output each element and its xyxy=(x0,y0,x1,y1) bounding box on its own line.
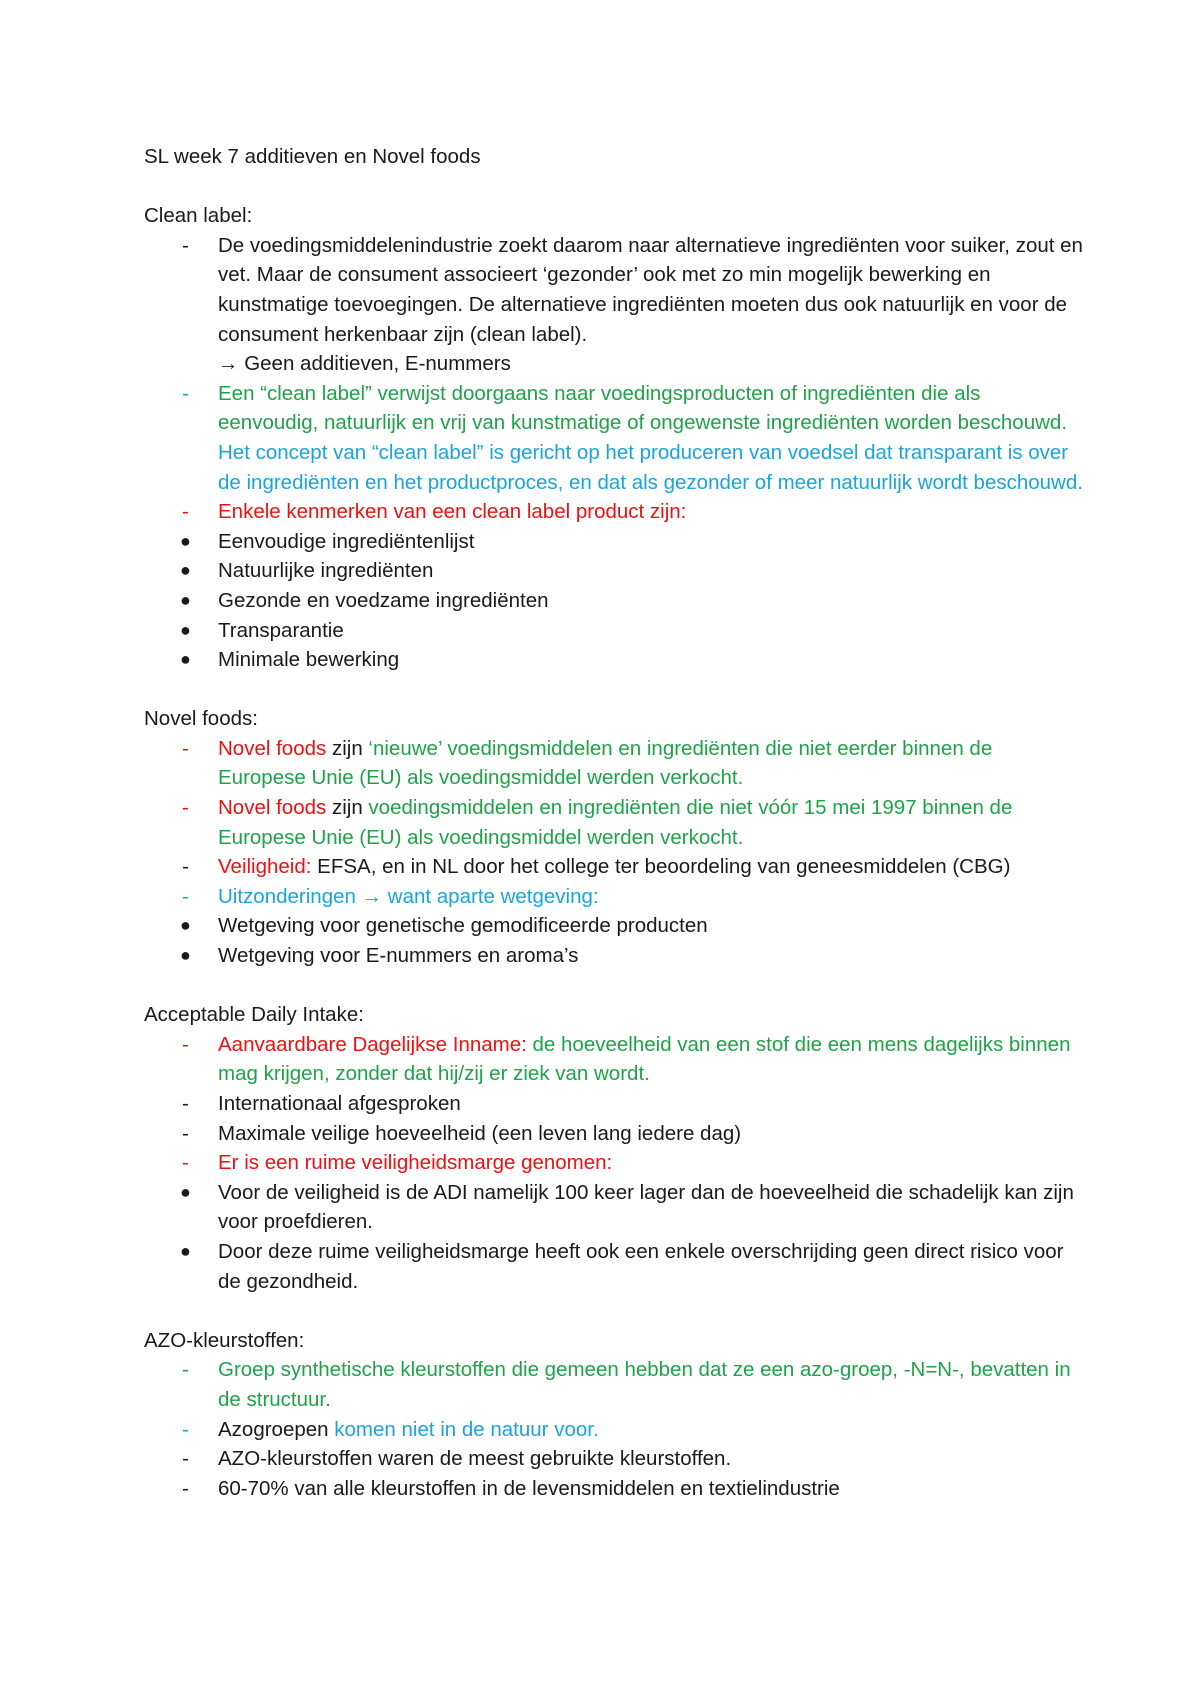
list-item xyxy=(144,882,1084,912)
item-text-blue: komen niet in de natuur voor. xyxy=(328,1417,599,1441)
bullet-marker: ● xyxy=(180,1240,191,1261)
dash-marker: - xyxy=(182,884,189,908)
dash-marker: - xyxy=(182,1092,189,1115)
bullet-marker: ● xyxy=(180,619,191,640)
list-item xyxy=(144,231,1084,379)
bullet-marker: ● xyxy=(180,560,191,581)
item-text-green: de hoeveelheid van een stof die een mens dagelijks binnen mag krijgen, zonder dat hij/zij er ziek van wordt. xyxy=(218,1032,1071,1086)
item-text-blue: Het concept van “clean label” is gericht op het produceren van voedsel dat transparant is over de ingrediënten en het productproces, en dat als gezonder of meer natuurlijk wordt beschouwd. xyxy=(218,440,1083,494)
list-item xyxy=(144,1089,1084,1119)
dash-marker: - xyxy=(182,1358,189,1382)
dash-marker: - xyxy=(182,855,189,879)
bullet-text: Gezonde en voedzame ingrediënten xyxy=(218,588,549,612)
dash-marker: - xyxy=(182,1476,189,1500)
bullet-text: Natuurlijke ingrediënten xyxy=(218,559,434,583)
bullet-item xyxy=(144,1178,1084,1237)
item-text: Er is een ruime veiligheidsmarge genomen: xyxy=(218,1151,613,1175)
section-heading: Novel foods: xyxy=(144,707,258,731)
dash-marker: - xyxy=(182,796,189,820)
item-text-green: ‘nieuwe’ voedingsmiddelen en ingrediënten die niet eerder binnen de Europese Unie (EU) als voedingsmiddel werden verkocht. xyxy=(218,736,993,790)
bullet-list xyxy=(144,911,1084,970)
bullet-text: Eenvoudige ingrediëntenlijst xyxy=(218,529,475,553)
bullet-text: Wetgeving voor E-nummers en aroma’s xyxy=(218,944,579,968)
dash-marker: - xyxy=(182,233,189,257)
bullet-list xyxy=(144,527,1084,675)
dash-marker: - xyxy=(182,736,189,760)
item-text: Uitzonderingen → want aparte wetgeving: xyxy=(218,884,599,908)
section-azo xyxy=(144,1326,1084,1504)
item-text-green: Een “clean label” verwijst doorgaans naar voedingsproducten of ingrediënten die als eenvoudig, natuurlijk en vrij van kunstmatige of ongewenste ingrediënten worden beschouwd. xyxy=(218,381,1068,435)
item-text-green: voedingsmiddelen en ingrediënten die niet vóór 15 mei 1997 binnen de Europese Unie (EU) als voedingsmiddel werden verkocht. xyxy=(218,796,1013,849)
document-title: SL week 7 additieven en Novel foods xyxy=(144,145,481,168)
item-term: Aanvaardbare Dagelijkse Inname: xyxy=(218,1032,527,1056)
dash-marker: - xyxy=(182,381,189,405)
dash-marker: - xyxy=(182,1121,189,1145)
item-term: Azogroepen xyxy=(218,1417,329,1441)
dash-list xyxy=(144,734,1084,912)
list-item xyxy=(144,1474,1084,1504)
document-content xyxy=(144,142,1084,1533)
item-text: Internationaal afgesproken xyxy=(218,1092,461,1115)
item-text: 60-70% van alle kleurstoffen in de levensmiddelen en textielindustrie xyxy=(218,1476,840,1500)
section-heading: Clean label: xyxy=(144,204,253,228)
bullet-item xyxy=(144,645,1084,675)
bullet-text: Minimale bewerking xyxy=(218,648,400,672)
list-item xyxy=(144,497,1084,527)
bullet-item xyxy=(144,586,1084,616)
dash-marker: - xyxy=(182,1417,189,1441)
list-item xyxy=(144,852,1084,882)
bullet-item xyxy=(144,911,1084,941)
bullet-text: Door deze ruime veiligheidsmarge heeft ook een enkele overschrijding geen direct risico voor de gezondheid. xyxy=(218,1239,1064,1293)
section-adi xyxy=(144,1000,1084,1296)
dash-marker: - xyxy=(182,1032,189,1056)
item-term: Veiligheid: xyxy=(218,855,312,879)
item-text: EFSA, en in NL door het college ter beoordeling van geneesmiddelen (CBG) xyxy=(311,855,1011,879)
section-heading: Acceptable Daily Intake: xyxy=(144,1003,364,1027)
item-term: Novel foods xyxy=(218,796,327,820)
item-text: De voedingsmiddelenindustrie zoekt daarom naar alternatieve ingrediënten voor suiker, zout en vet. Maar de consument associeert ‘gezonder’ ook met zo min mogelijk bewerking en kunstmatige toevoegingen. De alternatieve ingrediënten moeten dus ook natuurlijk en voor de consument herkenbaar zijn (clean label). xyxy=(218,233,1083,346)
item-text: AZO-kleurstoffen waren de meest gebruikte kleurstoffen. xyxy=(218,1447,732,1471)
bullet-marker: ● xyxy=(180,1181,191,1202)
list-item xyxy=(144,1148,1084,1178)
bullet-marker: ● xyxy=(180,915,191,936)
item-connector: zijn xyxy=(326,736,369,760)
dash-list xyxy=(144,231,1084,527)
list-item xyxy=(144,1444,1084,1474)
bullet-text: Transparantie xyxy=(218,618,344,642)
bullet-list xyxy=(144,1178,1084,1296)
section-heading: AZO-kleurstoffen: xyxy=(144,1328,305,1352)
dash-marker: - xyxy=(182,1447,189,1471)
bullet-marker: ● xyxy=(180,649,191,670)
bullet-text: Voor de veiligheid is de ADI namelijk 100 keer lager dan de hoeveelheid die schadelijk kan zijn voor proefdieren. xyxy=(218,1180,1074,1234)
bullet-item xyxy=(144,941,1084,971)
dash-marker: - xyxy=(182,1151,189,1175)
list-item xyxy=(144,1030,1084,1089)
list-item xyxy=(144,734,1084,793)
section-novel-foods xyxy=(144,704,1084,970)
list-item xyxy=(144,793,1084,852)
bullet-text: Wetgeving voor genetische gemodificeerde producten xyxy=(218,914,708,938)
bullet-item xyxy=(144,616,1084,646)
dash-list xyxy=(144,1355,1084,1503)
item-text: Maximale veilige hoeveelheid (een leven lang iedere dag) xyxy=(218,1121,742,1145)
bullet-marker: ● xyxy=(180,945,191,966)
item-text: Groep synthetische kleurstoffen die gemeen hebben dat ze een azo-groep, -N=N-, bevatten in de structuur. xyxy=(218,1358,1071,1411)
bullet-item xyxy=(144,527,1084,557)
section-clean-label xyxy=(144,201,1084,675)
arrow-note: → Geen additieven, E-nummers xyxy=(218,352,511,376)
list-item xyxy=(144,379,1084,497)
bullet-item xyxy=(144,556,1084,586)
dash-list xyxy=(144,1030,1084,1178)
item-text: Enkele kenmerken van een clean label product zijn: xyxy=(218,500,687,524)
item-connector: zijn xyxy=(326,796,369,820)
bullet-marker: ● xyxy=(180,530,191,551)
item-term: Novel foods xyxy=(218,736,327,760)
list-item xyxy=(144,1415,1084,1445)
bullet-marker: ● xyxy=(180,589,191,610)
dash-marker: - xyxy=(182,500,189,524)
list-item xyxy=(144,1355,1084,1414)
list-item xyxy=(144,1119,1084,1149)
bullet-item xyxy=(144,1237,1084,1296)
